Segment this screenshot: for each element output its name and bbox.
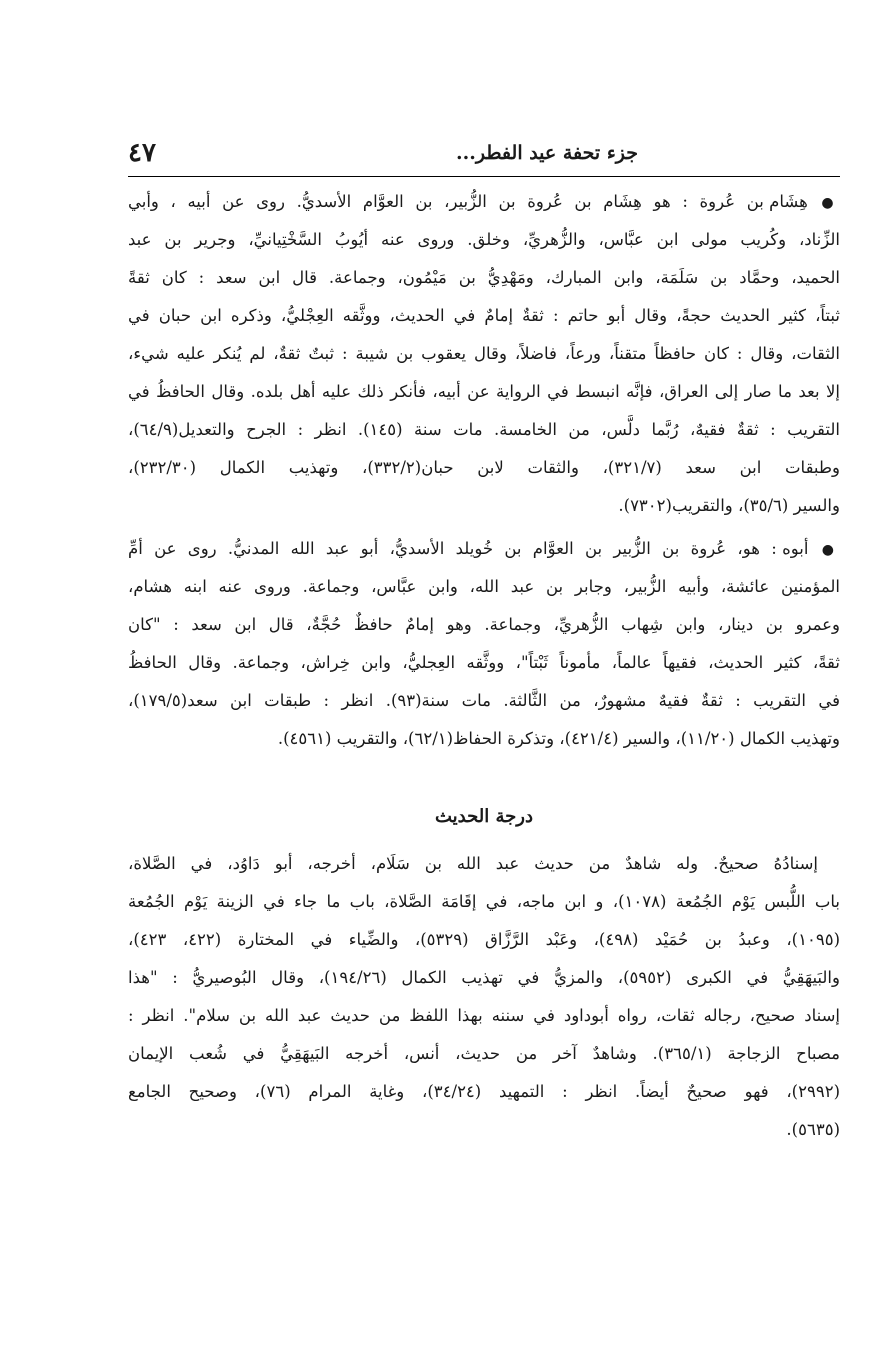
paragraph-line: المؤمنين عائشة، وأبيه الزُّبير، وجابر بن عبد الله، وابن عبَّاس، وجماعة. وروى عنه ابنه هشام، [128,577,840,596]
paragraph-line: (٢٩٩٢)، فهو صحيحٌ أيضاً. انظر : التمهيد (٣٤/٢٤)، وغاية المرام (٧٦)، وصحيح الجامع [128,1082,840,1101]
running-title: جزء تحفة عيد الفطر... [456,142,638,164]
paragraph-line: والسير (٣٥/٦)، والتقريب(٧٣٠٢). [618,496,840,515]
page-header [128,138,808,178]
paragraph-line: باب اللُّبس يَوْم الجُمُعة (١٠٧٨)، و ابن ماجه، في إقَامَة الصَّلاة، باب ما جاء في الزينة يَوْم الجُمُعة [128,892,840,911]
paragraph-line: إسنادُهُ صحيحٌ. وله شاهدٌ من حديث عبد الله بن سَلَام، أخرجه، أبو دَاوُد، في الصَّلاة، [128,854,818,873]
paragraph-line: ● هِشَام بن عُروة : هو هِشَام بن عُروة بن الزُّبير، بن العوَّام الأسديُّ. روى عن أبيه ، وأبي [128,192,840,211]
paragraph-line: ● أبوه : هو، عُروة بن الزُّبير بن العوَّام بن خُويلد الأسديُّ، أبو عبد الله المدنيُّ. روى عن أمِّ [128,539,840,558]
paragraph-line: (٥٦٣٥). [786,1120,840,1139]
section-heading: درجة الحديث [435,806,533,827]
paragraph-line: ثقةً، كثير الحديث، فقيهاً عالماً، مأموناً ثَبْتاً"، ووثَّقه العِجليُّ، وابن خِراش، وجماعة. وقال الحافظُ [128,653,840,672]
footnote-hisham [128,183,840,525]
bullet-icon: ● [821,542,840,558]
paragraph-line: وتهذيب الكمال (١١/٢٠)، والسير (٤٢١/٤)، وتذكرة الحفاظ(٦٢/١)، والتقريب (٤٥٦١). [277,729,840,748]
paragraph-line: (١٠٩٥)، وعبدُ بن حُمَيْد (٤٩٨)، وعَبْد الرَّزَّاق (٥٣٢٩)، والضِّياء في المختارة (٤٢٢، ٤٢٣)، [128,930,840,949]
footnote-urwah [128,530,840,758]
paragraph-line: إسناد صحيح، رجاله ثقات، رواه أبوداود في سننه بهذا اللفظ من حديث عبد الله بن سلام". انظر : [128,1006,840,1025]
paragraph-line: التقريب : ثقةٌ فقيهٌ، رُبَّما دلَّس، من الخامسة. مات سنة (١٤٥). انظر : الجرح والتعديل(٦٤/٩)، [128,420,840,439]
hadith-grading [128,845,840,1149]
paragraph-line: وعمرو بن دينار، وابن شِهاب الزُّهريِّ، وجماعة. وهو إمامٌ حافظٌ حُجَّةٌ، قال ابن سعد : "كان [128,615,840,634]
paragraph-line: الحميد، وحمَّاد بن سَلَمَة، وابن المبارك، ومَهْدِيُّ بن مَيْمُون، وجماعة. قال ابن سعد : كان ثقةً [128,268,840,287]
paragraph-line: ثبتاً، كثير الحديث حجةً، وقال أبو حاتم : ثقةٌ إمامٌ في الحديث، ووثَّقه العِجْليُّ، وذكره ابن حبان في [128,306,840,325]
header-rule [128,176,840,177]
paragraph-line: والبَيهَقِيُّ في الكبرى (٥٩٥٢)، والمزيُّ في تهذيب الكمال (١٩٤/٢٦)، وقال البُوصيريُّ : "هذا [128,968,840,987]
paragraph-line: الثقات، وقال : كان حافظاً متقناً، ورعاً، فاضلاً، وقال يعقوب بن شيبة : ثبتٌ ثقةٌ، لم يُنكر عليه شيء، [128,344,840,363]
paragraph-line: في التقريب : ثقةٌ فقيهٌ مشهورٌ، من الثَّالثة. مات سنة(٩٣). انظر : طبقات ابن سعد(١٧٩/٥)، [128,691,840,710]
page-number: ٤٧ [128,138,156,168]
paragraph-line: وطبقات ابن سعد (٣٢١/٧)، والثقات لابن حبان(٣٣٢/٢)، وتهذيب الكمال (٢٣٢/٣٠)، [128,458,840,477]
paragraph-line: الزِّناد، وكُريب مولى ابن عبَّاس، والزُّهريِّ، وخلق. وروى عنه أيُوبُ السَّخْتِيانيِّ، وجرير بن عبد [128,230,840,249]
paragraph-line: إلا بعد ما صار إلى العراق، فإنَّه انبسط في الرواية عن أبيه، فأنكر ذلك عليه أهل بلده. وقال الحافظُ في [128,382,840,401]
bullet-icon: ● [821,195,840,211]
paragraph-line: مصباح الزجاجة (٣٦٥/١). وشاهدٌ آخر من حديث، أنس، أخرجه البَيهَقِيُّ في شُعب الإيمان [128,1044,840,1063]
